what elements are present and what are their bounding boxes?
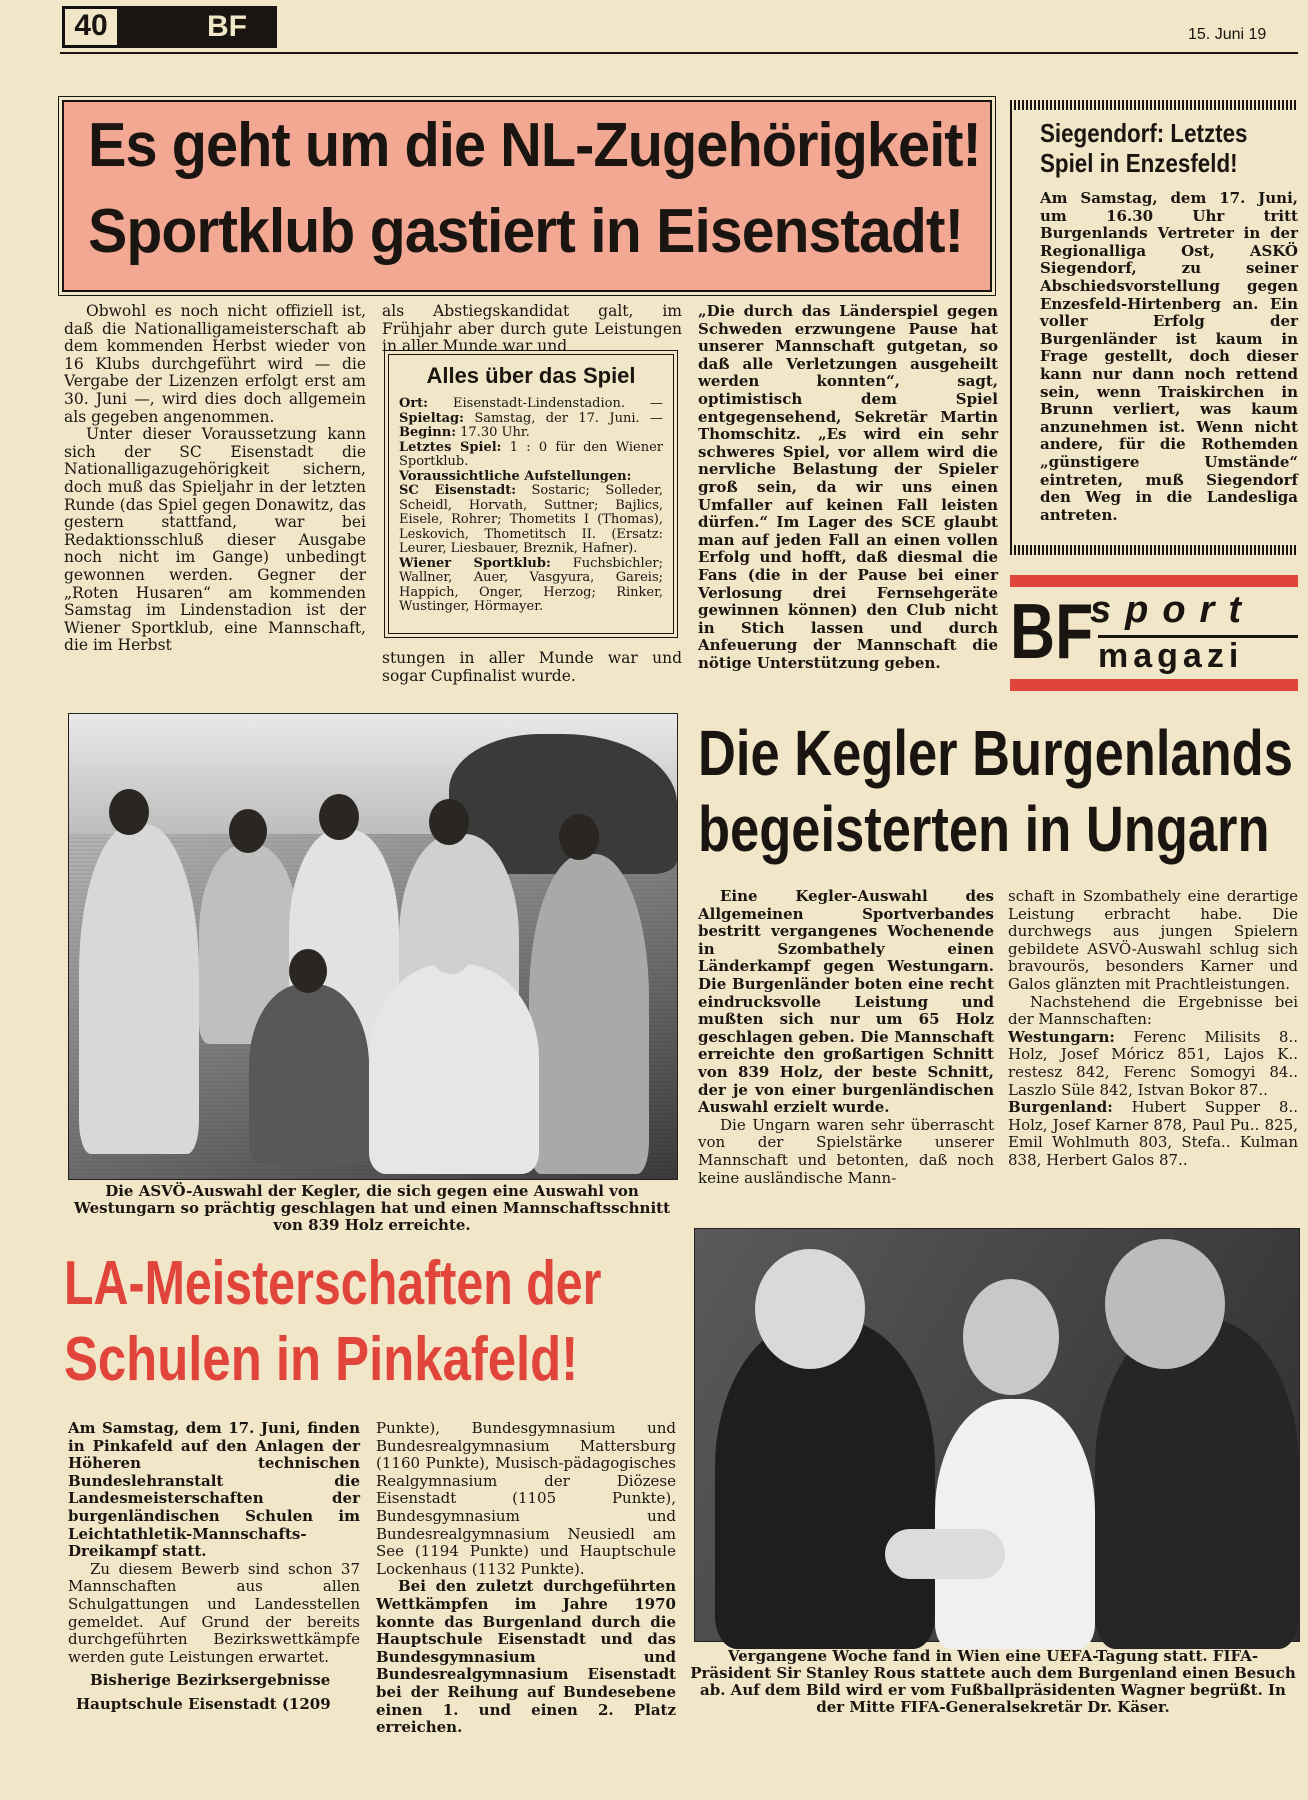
kegler-paragraph: Nachstehend die Ergebnisse bei der Mannschaften: <box>1008 992 1298 1029</box>
kegler-headline-line1: Die Kegler Burgenlands <box>698 717 1293 789</box>
page-header <box>0 0 1298 56</box>
lead-column-2-bottom: stungen in aller Munde war und sogar Cupfinalist wurde. <box>382 649 682 685</box>
kegler-photo-caption: Die ASVÖ-Auswahl der Kegler, die sich gegen eine Auswahl von Westungarn so prächtig geschlagen hat und einen Mannschaftsschnitt von 839 Holz erreichte. <box>73 1182 671 1234</box>
kegler-results-burgenland: Burgenland: Hubert Supper 8.. Holz, Josef Karner 878, Paul Pu.. 825, Emil Wohlmuth 803, Stefa.. Kulman 838, Herbert Galos 87.. <box>1008 1098 1298 1169</box>
siegendorf-rule-left <box>1010 100 1012 550</box>
photo-figure <box>79 824 199 1154</box>
kegler-headline-line2: begeisterten in Ungarn <box>698 793 1270 865</box>
photo-head <box>429 799 469 845</box>
sportmagazin-bottom-bar <box>1010 679 1298 691</box>
la-headline-line1: LA-Meisterschaften der <box>64 1249 602 1318</box>
uefa-photo-caption: Vergangene Woche fand in Wien eine UEFA-Tagung statt. FIFA-Präsident Sir Stanley Rous stattete auch dem Burgenland einen Besuch ab. Auf dem Bild wird er vom Fußballpräsidenten Wagner begrüßt. In der Mitte FIFA-Generalsekretär Dr. Käser. <box>690 1647 1296 1716</box>
siegendorf-top-rule <box>1010 100 1298 110</box>
la-column-2 <box>376 1420 676 1737</box>
siegendorf-headline-line1: Siegendorf: Letztes <box>1040 118 1248 148</box>
sportmagazin-top-bar <box>1010 575 1298 587</box>
photo-head <box>429 924 473 974</box>
siegendorf-headline-line2: Spiel in Enzesfeld! <box>1040 148 1238 178</box>
photo-figure <box>369 964 539 1174</box>
lead-paragraph: Unter dieser Voraussetzung kann sich der SC Eisenstadt die Nationalligazugehörigkeit sichern, doch muß das Spieljahr in der letzten Runde (das Spiel gegen Donawitz, das gestern stattfand, war bei Redaktionsschluß dieser Ausgabe noch nicht im Gange) unbedingt gewonnen werden. Gegner der „Roten Husaren“ am kommenden Samstag im Lindenstadion ist der Wiener Sportklub, eine Mannschaft, die im Herbst <box>64 425 366 655</box>
lead-column-1 <box>64 303 366 655</box>
lead-headline-box <box>62 100 992 292</box>
photo-figure-wagner <box>1095 1319 1299 1649</box>
photo-figure <box>529 854 649 1174</box>
kegler-column-2 <box>1008 888 1298 1170</box>
issue-date: 15. Juni 19 <box>1188 26 1267 43</box>
photo-head <box>289 949 327 993</box>
info-line: SC Eisenstadt: Sostaric; Solleder, Scheidl, Horvath, Suttner; Bajlics, Eisele, Rohrer; Thometits I (Thomas), Leskovich, Thometitsch II. (Ersatz: Leurer, Liesbauer, Breznik, Hafner). <box>399 483 663 556</box>
info-line: Ort: Eisenstadt-Lindenstadion. — Spieltag: Samstag, der 17. Juni. — Beginn: 17.30 Uhr. <box>399 396 664 440</box>
la-headline-line2: Schulen in Pinkafeld! <box>64 1325 579 1394</box>
la-paragraph: Punkte), Bundesgymnasium und Bundesrealgymnasium Mattersburg (1160 Punkte), Musisch-pädagogisches Realgymnasium der Diözese Eisenstadt (1105 Punkte), Bundesgymnasium und Bundesrealgymnasium Neusiedl am See (1194 Punkte) und Hauptschule Lockenhaus (1132 Punkte). <box>376 1419 676 1578</box>
kegler-team-photo <box>68 713 678 1180</box>
photo-head <box>963 1279 1059 1395</box>
info-line: Wiener Sportklub: Fuchsbichler; Wallner, Auer, Vasgyura, Gareis; Happich, Onger, Herzog; Rinker, Wustinger, Hörmayer. <box>399 555 663 614</box>
header-logo: BF <box>117 6 277 48</box>
photo-head <box>559 814 599 860</box>
sportmagazin-word-sport: sport <box>1090 589 1255 631</box>
lead-column-3: „Die durch das Länderspiel gegen Schweden erzwungene Pause hat unserer Mannschaft gutgetan, so daß alle Verletzungen ausgeheilt werden konnten“, sagt, optimistisch dem Spiel entgegensehend, Sekretär Martin Thomschitz. „Es wird ein sehr schweres Spiel, vor allem wird die nervliche Belastung der Spieler groß sein, da wir uns einen Umfaller auf keinen Fall leisten dürfen.“ Im Lager des SCE glaubt man auf jeden Fall an einen vollen Erfolg und hofft, daß diesmal die Fans (die in der Pause bei einer Verlosung drei Fernsehgeräte gewinnen können) den Club nicht in Stich lassen und durch Anfeuerung der Mannschaft die nötige Unterstützung geben. <box>698 302 998 672</box>
photo-figure-rous <box>715 1319 935 1649</box>
info-box <box>388 354 674 634</box>
photo-head <box>755 1249 865 1369</box>
sportmagazin-word-magazin: magazi <box>1098 637 1244 675</box>
info-line: Voraussichtliche Aufstellungen: <box>399 468 632 484</box>
photo-figure <box>249 984 369 1164</box>
info-box-title: Alles über das Spiel <box>426 363 636 388</box>
uefa-photo <box>694 1228 1300 1642</box>
siegendorf-headline <box>1040 118 1300 178</box>
lead-headline-line1: Es geht um die NL-Zugehörigkeit! <box>88 111 981 180</box>
sportmagazin-logo <box>1010 575 1298 695</box>
la-paragraph: Zu diesem Bewerb sind schon 37 Mannschaften aus allen Schulgattungen und Landesstellen gemeldet. Auf Grund der bereits durchgeführten Bezirkswettkämpfe werden gute Leistungen erwartet. <box>68 1559 360 1666</box>
photo-head <box>109 789 149 835</box>
photo-handshake <box>885 1529 1005 1579</box>
la-result-line: Hauptschule Eisenstadt (1209 <box>76 1694 331 1713</box>
photo-head <box>229 809 267 853</box>
la-paragraph: Bei den zuletzt durchgeführten Wettkämpfen im Jahre 1970 konnte das Burgenland durch die Hauptschule Eisenstadt und das Bundesgymnasium und Bundesrealgymnasium Eisenstadt bei der Reihung auf Bundesebene einen 1. und einen 2. Platz erreichen. <box>376 1577 676 1737</box>
la-subhead: Bisherige Bezirksergebnisse <box>90 1671 331 1690</box>
kegler-paragraph: Die Ungarn waren sehr überrascht von der Spielstärke unserer Mannschaft und betonten, daß noch keine ausländische Mann- <box>698 1115 994 1187</box>
kegler-results-westungarn: Westungarn: Ferenc Milisits 8.. Holz, Josef Móricz 851, Lajos K.. restesz 842, Ferenc Somogyi 84.. Laszlo Süle 842, Istvan Bokor 87.. <box>1008 1027 1298 1099</box>
siegendorf-body: Am Samstag, dem 17. Juni, um 16.30 Uhr tritt Burgenlands Vertreter in der Regionalliga Ost, ASKÖ Siegendorf, zu seiner Abschiedsvorstellung gegen Enzesfeld-Hirtenberg an. Ein voller Erfolg der Burgenländer ist kaum in Frage gestellt, doch dieser kann nur dann noch rettend sein, wenn Traiskirchen in Brunn verliert, was kaum anzunehmen ist. Wenn nicht andere, für die Rothemden „günstigere Umstände“ eintreten, muß Siegendorf den Weg in die Landesliga antreten. <box>1040 189 1298 524</box>
header-rule <box>60 52 1298 54</box>
la-paragraph: Am Samstag, dem 17. Juni, finden in Pinkafeld auf den Anlagen der Höheren technischen Bundeslehranstalt die Landesmeisterschaften der burgenländischen Schulen im Leichtathletik-Mannschafts-Dreikampf statt. <box>68 1419 360 1561</box>
kegler-paragraph: schaft in Szombathely eine derartige Leistung erbracht habe. Die durchwegs aus jungen Spielern gebildete ASVÖ-Auswahl schlug sich bravourös, besonders Karner und Galos glänzten mit Prachtleistungen. <box>1008 887 1298 993</box>
photo-head <box>1105 1239 1225 1369</box>
lead-paragraph: Obwohl es noch nicht offiziell ist, daß die Nationalligameisterschaft ab dem kommenden Herbst wieder von 16 Klubs durchgeführt wird — die Vergabe der Lizenzen erfolgt erst am 30. Juni —, wird dies doch allgemein als gegeben angenommen. <box>64 302 366 426</box>
info-box-lines <box>399 397 663 615</box>
lead-headline-line2: Sportklub gastiert in Eisenstadt! <box>88 197 964 266</box>
sportmagazin-bf: BF <box>1010 587 1094 675</box>
photo-figure-kaeser <box>935 1399 1095 1649</box>
la-column-1 <box>68 1420 360 1714</box>
siegendorf-bottom-rule <box>1010 545 1298 555</box>
page-number: 40 <box>62 6 120 48</box>
info-line: Letztes Spiel: 1 : 0 für den Wiener Sportklub. <box>399 439 663 469</box>
kegler-paragraph: Eine Kegler-Auswahl des Allgemeinen Sportverbandes bestritt vergangenes Wochenende in Szombathely einen Länderkampf gegen Westungarn. Die Burgenländer boten eine recht eindrucksvolle Leistung und mußten sich nur um 65 Holz geschlagen geben. Die Mannschaft erreichte den großartigen Schnitt von 839 Holz, der beste Schnitt, der je von einer burgenländischen Auswahl erzielt wurde. <box>698 887 994 1117</box>
kegler-column-1 <box>698 888 994 1187</box>
photo-head <box>319 794 359 840</box>
lead-column-2-top: als Abstiegskandidat galt, im Frühjahr aber durch gute Leistungen in aller Munde war und <box>382 302 682 356</box>
